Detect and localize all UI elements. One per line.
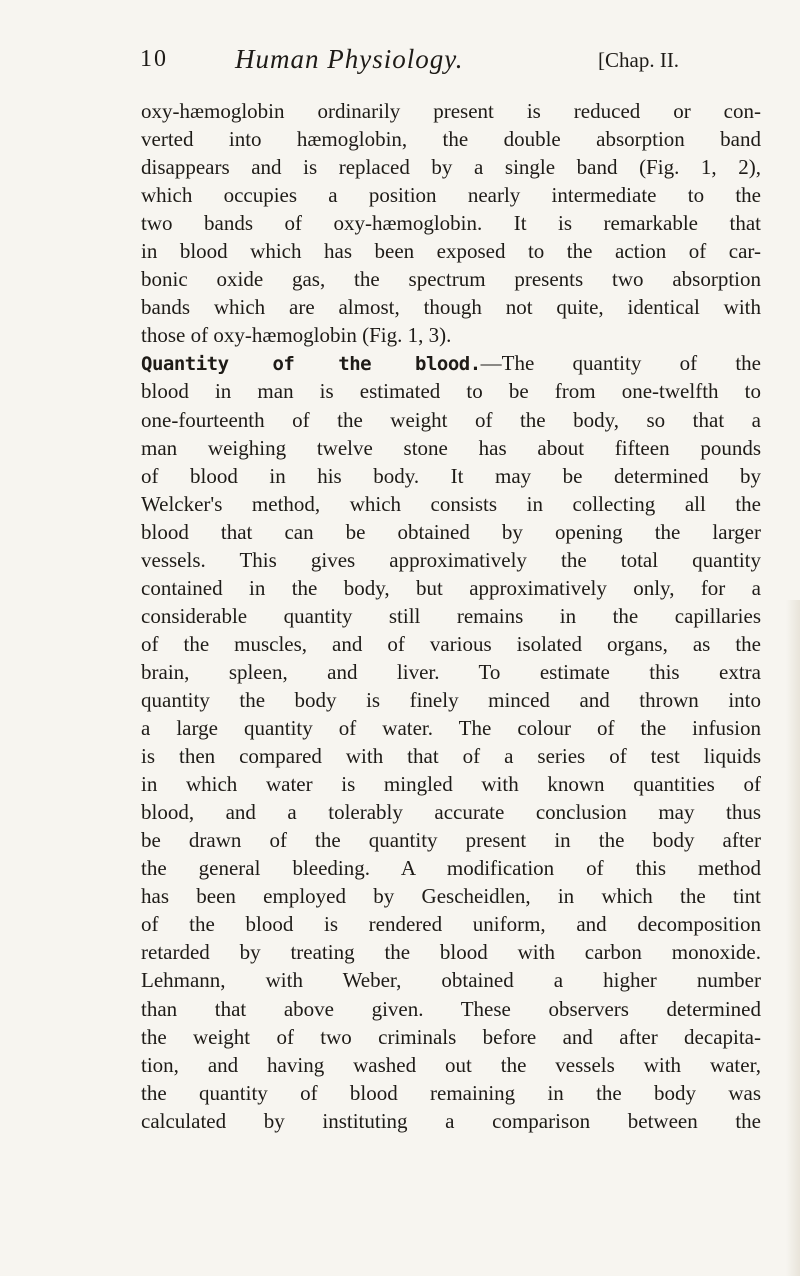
text-line: the general bleeding. A modification of this method [141,856,761,881]
text-line: which occupies a position nearly intermediate to the [141,183,761,208]
text-line: disappears and is replaced by a single band (Fig. 1, 2), [141,155,761,180]
text-line: bonic oxide gas, the spectrum presents two absorption [141,267,761,292]
text-line: oxy-hæmoglobin ordinarily present is reduced or con- [141,99,761,123]
chapter-reference: [Chap. II. [598,48,680,72]
section-heading: Quantity of the blood. [141,353,481,376]
text-line: vessels. This gives approximatively the total quantity [141,547,761,572]
text-line: in which water is mingled with known quantities of [141,772,761,797]
text-line: of the blood is rendered uniform, and decomposition [141,912,761,937]
page-number: 10 [140,46,168,72]
text-line: has been employed by Gescheidlen, in which the tint [141,884,761,909]
text-line: considerable quantity still remains in the capillaries [141,603,761,628]
text-line: calculated by instituting a comparison between the [141,1108,761,1133]
text-line: man weighing twelve stone has about fifteen pounds [141,435,761,460]
text-line: verted into hæmoglobin, the double absorption band [141,127,761,152]
running-head [140,46,760,76]
text-line: retarded by treating the blood with carbon monoxide. [141,940,761,965]
text-line: contained in the body, but approximatively only, for a [141,575,761,600]
text-line: the weight of two criminals before and after decapita- [141,1024,761,1049]
text-line: bands which are almost, though not quite, identical with [141,295,761,320]
text-line: is then compared with that of a series of test liquids [141,744,761,769]
text-line: those of oxy-hæmoglobin (Fig. 1, 3). [141,323,452,348]
text-line: the quantity of blood remaining in the body was [141,1080,761,1105]
page-edge-shadow [786,600,800,1276]
text-line: brain, spleen, and liver. To estimate this extra [141,659,761,684]
text-line: than that above given. These observers determined [141,996,761,1021]
section-first-line-text: —The quantity of the [480,351,761,376]
text-line: blood that can be obtained by opening the larger [141,519,761,544]
text-line: be drawn of the quantity present in the body after [141,828,761,853]
text-line: blood in man is estimated to be from one-twelfth to [141,379,761,404]
running-title: Human Physiology. [235,44,464,74]
section-first-line [141,349,761,377]
text-line: in blood which has been exposed to the action of car- [141,239,761,264]
body-text [141,97,761,1135]
text-line: quantity the body is finely minced and thrown into [141,687,761,712]
text-line: one-fourteenth of the weight of the body, so that a [141,407,761,432]
text-line: blood, and a tolerably accurate conclusion may thus [141,800,761,825]
text-line: a large quantity of water. The colour of the infusion [141,716,761,741]
text-line: Lehmann, with Weber, obtained a higher number [141,968,761,993]
text-line: of blood in his body. It may be determined by [141,463,761,488]
text-line: of the muscles, and of various isolated organs, as the [141,631,761,656]
text-line: two bands of oxy-hæmoglobin. It is remarkable that [141,211,761,236]
text-line: Welcker's method, which consists in collecting all the [141,491,761,516]
text-line: tion, and having washed out the vessels with water, [141,1052,761,1077]
